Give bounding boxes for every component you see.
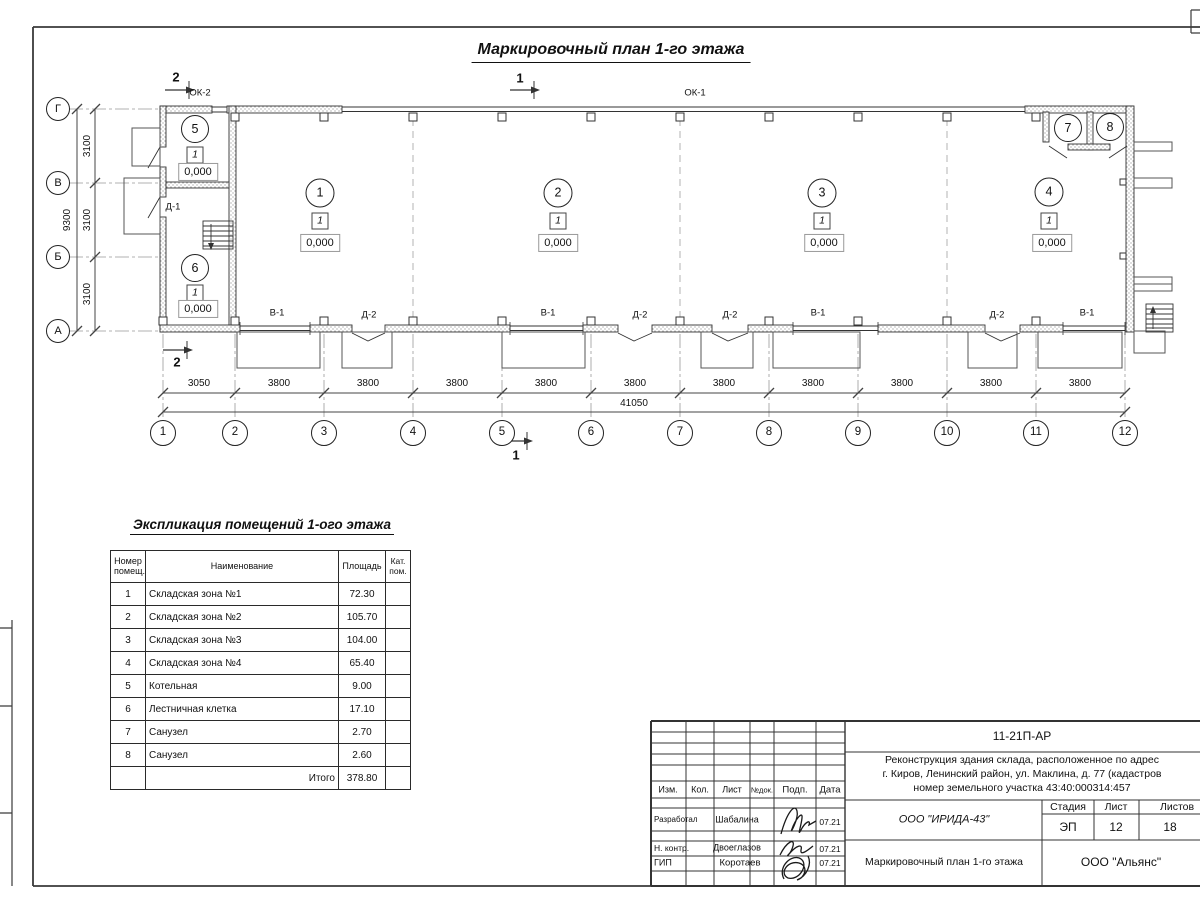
table-row <box>111 652 411 675</box>
axis-bubble-x: 2 <box>222 420 248 446</box>
room-bubble: 2 <box>544 179 573 208</box>
tb-col-list: Лист <box>722 784 742 795</box>
dim-label: 3800 <box>801 378 825 389</box>
axis-bubble-y: В <box>46 171 70 195</box>
floor-type-mark: 1 <box>187 147 204 164</box>
floor-type-mark: 1 <box>814 213 831 230</box>
dim-label: 3100 <box>82 282 93 306</box>
tb-desc-line3: номер земельного участка 43:40:000314:457 <box>913 781 1131 794</box>
columns <box>159 113 1126 325</box>
cell-area: 17.10 <box>339 698 386 721</box>
elevation-mark: 0,000 <box>178 163 218 181</box>
axis-bubble-y: А <box>46 319 70 343</box>
table-row <box>111 583 411 606</box>
cell-cat <box>386 767 411 790</box>
elevation-mark: 0,000 <box>300 234 340 252</box>
cell-name: Санузел <box>146 744 339 767</box>
cell-cat <box>386 629 411 652</box>
cell-name: Складская зона №4 <box>146 652 339 675</box>
dim-label: 3800 <box>534 378 558 389</box>
tb-col-podp: Подп. <box>782 784 808 796</box>
tb-org: ООО "ИРИДА-43" <box>898 813 990 826</box>
axis-bubble-x: 7 <box>667 420 693 446</box>
door-label-d2: Д-2 <box>361 309 377 321</box>
col-header-cat: Кат. пом. <box>386 551 411 583</box>
door-label-d2: Д-2 <box>632 309 648 321</box>
cell-cat <box>386 606 411 629</box>
tb-date: 07.21 <box>819 816 841 827</box>
cell-area: 9.00 <box>339 675 386 698</box>
axis-bubble-x: 4 <box>400 420 426 446</box>
cell-num: 4 <box>111 652 146 675</box>
tb-sheet-label: Лист <box>1104 800 1128 813</box>
window-lines <box>212 107 1125 335</box>
room-bubble: 5 <box>181 115 209 143</box>
dim-label: 3800 <box>979 378 1003 389</box>
dim-label: 3050 <box>187 378 211 389</box>
tb-role: Разработал <box>654 815 698 824</box>
col-header-num: Номер помещ. <box>111 551 146 583</box>
floor-type-mark: 1 <box>312 213 329 230</box>
tb-col-izm: Изм. <box>658 784 678 795</box>
axis-bubble-x: 3 <box>311 420 337 446</box>
cell-cat <box>386 583 411 606</box>
col-header-name: Наименование <box>146 551 339 583</box>
tb-stage-value: ЭП <box>1059 820 1077 834</box>
table-row <box>111 698 411 721</box>
cell-name: Складская зона №1 <box>146 583 339 606</box>
cell-num: 1 <box>111 583 146 606</box>
cell-area: 72.30 <box>339 583 386 606</box>
table-row <box>111 629 411 652</box>
dim-label: 3100 <box>82 134 93 158</box>
door-label-d2: Д-2 <box>722 309 738 321</box>
cell-area: 105.70 <box>339 606 386 629</box>
room-bubble: 7 <box>1054 114 1082 142</box>
cell-area: 65.40 <box>339 652 386 675</box>
axis-bubble-y: Б <box>46 245 70 269</box>
elevation-mark: 0,000 <box>1032 234 1072 252</box>
tb-col-data: Дата <box>819 784 841 796</box>
cell-name: Лестничная клетка <box>146 698 339 721</box>
window-label-v1: В-1 <box>810 307 826 319</box>
dim-label: 3800 <box>267 378 291 389</box>
tb-sheets-value: 18 <box>1163 820 1177 834</box>
door-label-d2: Д-2 <box>989 309 1005 321</box>
cell-name: Санузел <box>146 721 339 744</box>
window-label-v1: В-1 <box>1079 307 1095 319</box>
table-header-row <box>111 551 411 583</box>
walls <box>160 106 1134 332</box>
axis-bubble-x: 9 <box>845 420 871 446</box>
room-bubble: 4 <box>1035 178 1064 207</box>
window-label-v1: В-1 <box>269 307 285 319</box>
axis-bubble-x: 1 <box>150 420 176 446</box>
room-explication-table <box>110 550 411 790</box>
tb-sheet-value: 12 <box>1109 820 1123 834</box>
cell-cat <box>386 744 411 767</box>
axis-bubble-x: 8 <box>756 420 782 446</box>
tb-col-kol: Кол. <box>691 784 709 795</box>
cell-name: Складская зона №3 <box>146 629 339 652</box>
dim-label: 3100 <box>82 208 93 232</box>
tb-date: 07.21 <box>819 843 841 854</box>
section-number: 2 <box>172 69 180 85</box>
dim-total-label: 41050 <box>620 398 648 409</box>
tb-name: Шабалина <box>715 814 759 825</box>
cell-area: 2.70 <box>339 721 386 744</box>
floor-type-mark: 1 <box>187 285 204 302</box>
table-row <box>111 744 411 767</box>
tb-doc-title: Маркировочный план 1-го этажа <box>865 855 1023 868</box>
cell-num: 3 <box>111 629 146 652</box>
section-number: 1 <box>512 447 520 463</box>
tb-sheets-label: Листов <box>1159 800 1195 813</box>
cell-cat <box>386 698 411 721</box>
cell-area: 2.60 <box>339 744 386 767</box>
window-label-ok2: ОК-2 <box>189 87 211 99</box>
dim-label: 3800 <box>356 378 380 389</box>
cell-num: 6 <box>111 698 146 721</box>
main-title: Маркировочный план 1-го этажа <box>472 41 751 63</box>
table-title: Экспликация помещений 1-ого этажа <box>130 517 394 535</box>
elevation-mark: 0,000 <box>804 234 844 252</box>
total-value: 378.80 <box>339 767 386 790</box>
tb-role: ГИП <box>654 857 672 868</box>
tb-stage-label: Стадия <box>1050 800 1086 813</box>
stair-room6 <box>203 221 233 250</box>
dim-label: 3800 <box>890 378 914 389</box>
tb-name: Двоеглазов <box>713 842 761 853</box>
tb-name: Коротаев <box>719 857 761 869</box>
dim-total-label: 9300 <box>62 208 73 232</box>
table-row <box>111 675 411 698</box>
table-row <box>111 606 411 629</box>
axis-bubble-x: 11 <box>1023 420 1049 446</box>
tb-date: 07.21 <box>819 857 841 868</box>
window-label-ok1: ОК-1 <box>684 87 706 99</box>
room-bubble: 8 <box>1096 113 1124 141</box>
dim-label: 3800 <box>445 378 469 389</box>
exterior-stoops <box>124 128 1172 368</box>
tb-role: Н. контр. <box>654 842 690 853</box>
tb-col-ndok: №док. <box>751 785 773 795</box>
table-row <box>111 721 411 744</box>
section-number: 1 <box>516 70 524 86</box>
section-marks <box>163 81 540 450</box>
axis-bubble-x: 12 <box>1112 420 1138 446</box>
tb-desc-line1: Реконструкция здания склада, расположенное по адрес <box>885 753 1159 766</box>
room-bubble: 1 <box>306 179 335 208</box>
dim-label: 3800 <box>623 378 647 389</box>
cell-name: Котельная <box>146 675 339 698</box>
cell-num: 5 <box>111 675 146 698</box>
stair-bottom-right <box>1146 304 1173 332</box>
cell-cat <box>386 675 411 698</box>
axis-extension-lines <box>69 109 1125 421</box>
col-header-area: Площадь <box>339 551 386 583</box>
room-bubble: 3 <box>808 179 837 208</box>
room-bubble: 6 <box>181 254 209 282</box>
elevation-mark: 0,000 <box>178 300 218 318</box>
total-label: Итого <box>146 767 339 790</box>
axis-bubble-x: 6 <box>578 420 604 446</box>
dim-label: 3800 <box>1068 378 1092 389</box>
dim-label: 3800 <box>712 378 736 389</box>
elevation-mark: 0,000 <box>538 234 578 252</box>
zone-boundary-lines <box>413 119 947 324</box>
door-label-d1: Д-1 <box>165 201 181 213</box>
cell-num <box>111 767 146 790</box>
cell-cat <box>386 652 411 675</box>
tb-desc-line2: г. Киров, Ленинский район, ул. Маклина, д. 77 (кадастров <box>882 767 1162 780</box>
tb-project-code: 11-21П-АР <box>992 729 1052 743</box>
table-total-row <box>111 767 411 790</box>
cell-area: 104.00 <box>339 629 386 652</box>
cell-num: 8 <box>111 744 146 767</box>
section-number: 2 <box>173 354 181 370</box>
signature-marks <box>780 808 816 880</box>
cell-num: 7 <box>111 721 146 744</box>
axis-bubble-x: 5 <box>489 420 515 446</box>
cell-name: Складская зона №2 <box>146 606 339 629</box>
floor-type-mark: 1 <box>550 213 567 230</box>
axis-bubble-y: Г <box>46 97 70 121</box>
window-label-v1: В-1 <box>540 307 556 319</box>
axis-bubble-x: 10 <box>934 420 960 446</box>
cell-cat <box>386 721 411 744</box>
cell-num: 2 <box>111 606 146 629</box>
tb-company: ООО "Альянс" <box>1080 855 1162 869</box>
floor-type-mark: 1 <box>1041 213 1058 230</box>
